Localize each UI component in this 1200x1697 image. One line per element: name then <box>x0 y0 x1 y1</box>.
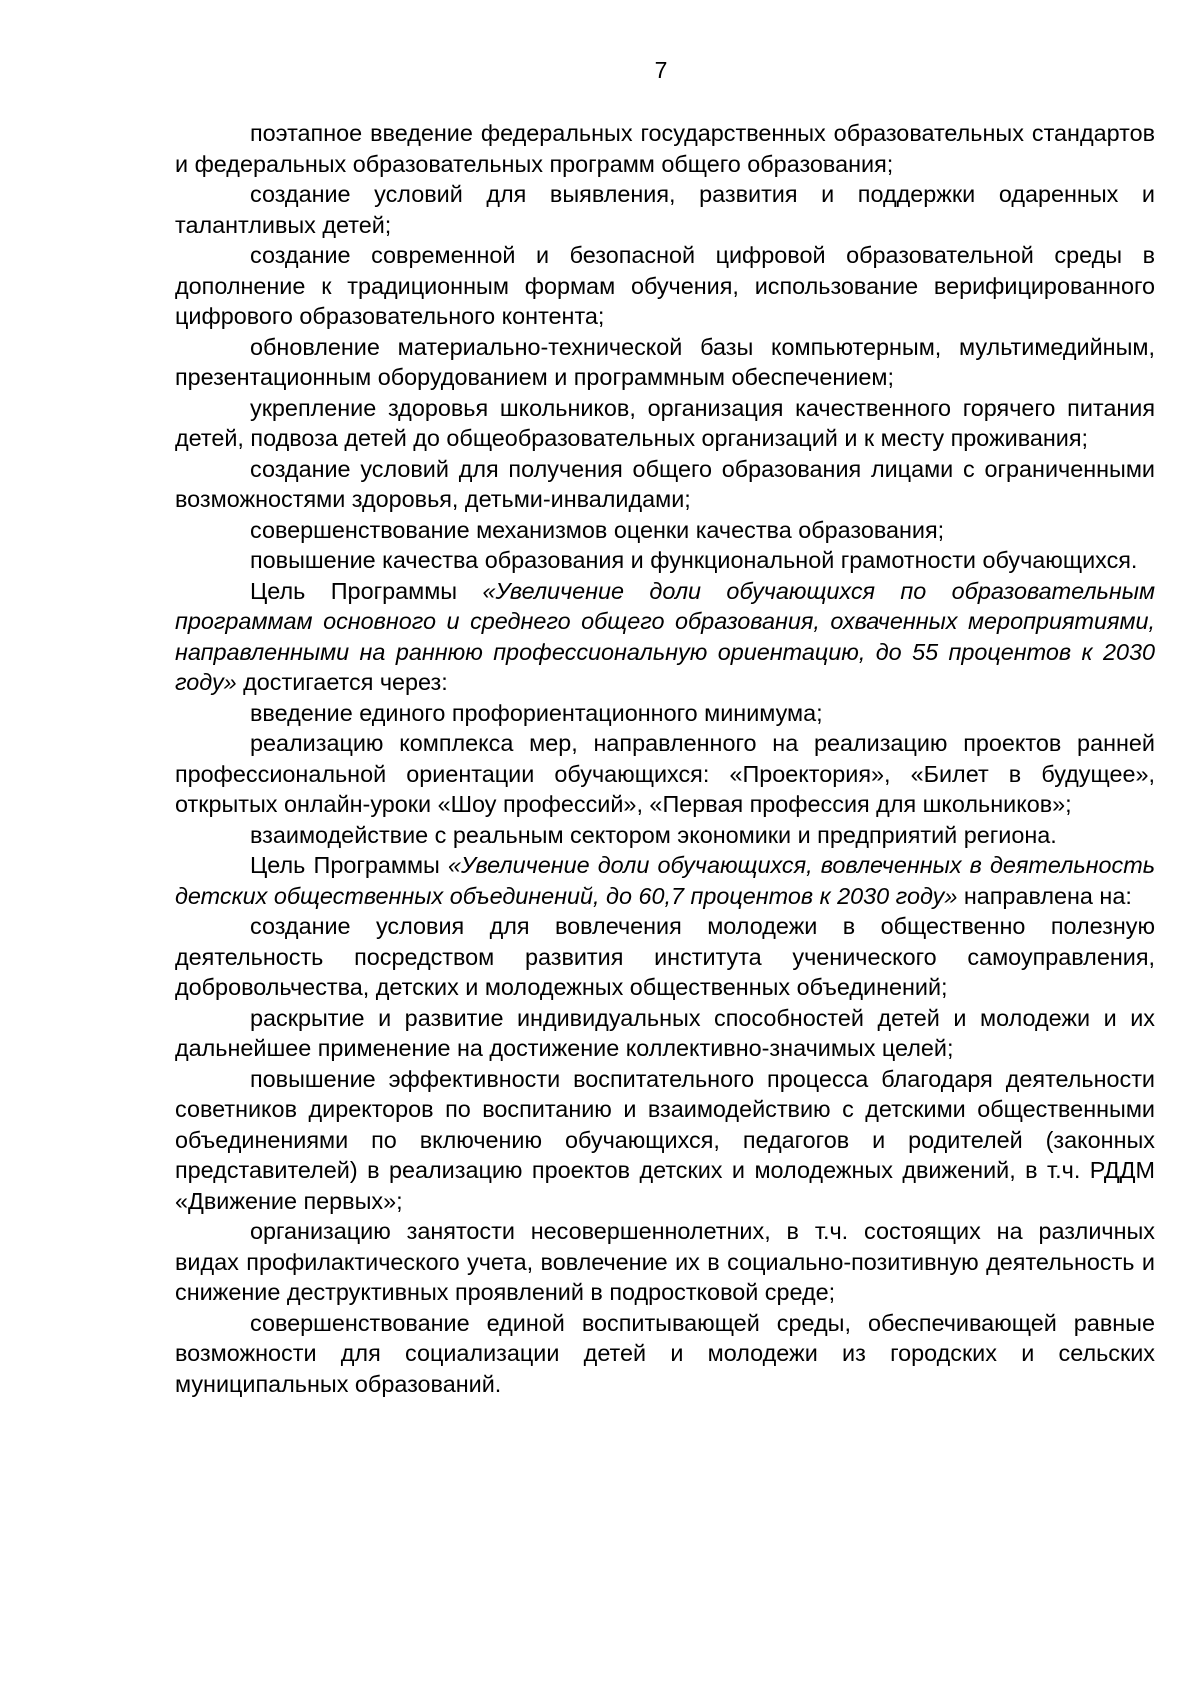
document-body <box>175 118 1155 1399</box>
goal-prefix: Цель Программы <box>250 577 483 604</box>
paragraph: совершенствование механизмов оценки качества образования; <box>250 516 945 543</box>
goal-paragraph-2 <box>175 850 1155 911</box>
goal-suffix: направлена на: <box>957 882 1132 909</box>
goal-suffix: достигается через: <box>236 669 448 695</box>
goal-item: повышение эффективности воспитательного процесса благодаря деятельности советников директоров по воспитанию и взаимодействию с детскими общественными объединениями по включению обучающихся, педагогов и родителей (законных представителей) в реализацию проектов детских и молодежных движений, в т.ч. РДДМ «Движение первых»; <box>175 1065 1155 1214</box>
paragraph: создание условий для выявления, развития и поддержки одаренных и талантливых детей; <box>175 181 1155 238</box>
page-number: 7 <box>654 57 668 83</box>
goal-item: взаимодействие с реальным сектором экономики и предприятий региона. <box>250 821 1057 848</box>
goal-prefix: Цель Программы <box>250 852 449 878</box>
goal-item: совершенствование единой воспитывающей среды, обеспечивающей равные возможности для социализации детей и молодежи из городских и сельских муниципальных образований. <box>175 1309 1155 1397</box>
paragraph: обновление материально-технической базы компьютерным, мультимедийным, презентационным оборудованием и программным обеспечением; <box>175 333 1155 390</box>
paragraph: создание условий для получения общего образования лицами с ограниченными возможностями здоровья, детьми-инвалидами; <box>175 455 1155 512</box>
goal-item: создание условия для вовлечения молодежи в общественно полезную деятельность посредством развития института ученического самоуправления, добровольчества, детских и молодежных общественных объединений; <box>175 913 1155 1000</box>
goal-title: «Увеличение доли обучающихся, вовлеченных в деятельность детских общественных объединений, до 60,7 процентов к 2030 году» <box>175 852 1155 909</box>
paragraph: создание современной и безопасной цифровой образовательной среды в дополнение к традиционным формам обучения, использование верифицированного цифрового образовательного контента; <box>175 242 1155 329</box>
goal-item: организацию занятости несовершеннолетних, в т.ч. состоящих на различных видах профилактического учета, вовлечение их в социально-позитивную деятельность и снижение деструктивных проявлений в подростковой среде; <box>175 1218 1155 1305</box>
goal-item: введение единого профориентационного минимума; <box>250 699 823 726</box>
goal-title: «Увеличение доли обучающихся по образовательным программам основного и среднего общего образования, охваченных мероприятиями, направленными на раннюю профессиональную ориентацию, до 55 процентов к 2030 году» <box>175 577 1155 695</box>
goal-item: раскрытие и развитие индивидуальных способностей детей и молодежи и их дальнейшее применение на достижение коллективно-значимых целей; <box>175 1004 1155 1061</box>
paragraph: поэтапное введение федеральных государственных образовательных стандартов и федеральных образовательных программ общего образования; <box>175 120 1155 177</box>
goal-paragraph-1 <box>175 576 1155 698</box>
paragraph: укрепление здоровья школьников, организация качественного горячего питания детей, подвоза детей до общеобразовательных организаций и к месту проживания; <box>175 394 1155 451</box>
paragraph: повышение качества образования и функциональной грамотности обучающихся. <box>250 547 1138 573</box>
goal-item: реализацию комплекса мер, направленного на реализацию проектов ранней профессиональной ориентации обучающихся: «Проектория», «Билет в будущее», открытых онлайн-уроки «Шоу профессий», «Первая профессия для школьников»; <box>175 730 1155 817</box>
